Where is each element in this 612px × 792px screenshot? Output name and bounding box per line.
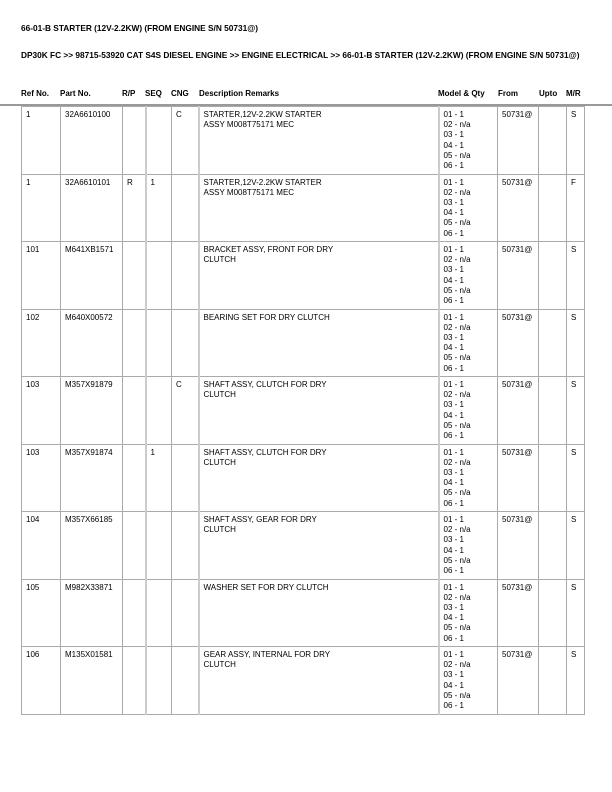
cell-upto bbox=[539, 107, 567, 175]
qty-line: 06 - 1 bbox=[443, 633, 464, 643]
cell-description bbox=[199, 647, 439, 715]
description-line: STARTER,12V-2.2KW STARTER bbox=[203, 110, 322, 119]
cell-seq bbox=[146, 377, 172, 445]
cell-rp bbox=[123, 107, 146, 175]
cell-ref-no: 101 bbox=[22, 242, 61, 310]
description-line: WASHER SET FOR DRY CLUTCH bbox=[203, 582, 329, 592]
cell-rp bbox=[123, 242, 146, 310]
description-line: ASSY M008T75171 MEC bbox=[203, 187, 295, 197]
cell-rp bbox=[123, 512, 146, 580]
cell-seq bbox=[146, 512, 172, 580]
header-mr: M/R bbox=[566, 89, 581, 98]
cell-rp bbox=[123, 377, 146, 445]
cell-description bbox=[199, 579, 439, 647]
cell-upto bbox=[539, 377, 567, 445]
qty-line: 01 - 1 bbox=[443, 312, 464, 322]
cell-from: 50731@ bbox=[498, 579, 539, 647]
cell-model-qty bbox=[439, 579, 498, 647]
cell-from: 50731@ bbox=[498, 174, 539, 242]
qty-line: 05 - n/a bbox=[443, 420, 471, 430]
cell-part-no: 32A6610101 bbox=[61, 174, 123, 242]
description-line: SHAFT ASSY, CLUTCH FOR DRY bbox=[203, 380, 327, 389]
table-row bbox=[22, 107, 585, 175]
cell-description bbox=[199, 377, 439, 445]
parts-table bbox=[21, 106, 585, 715]
header-ref-no: Ref No. bbox=[21, 89, 49, 98]
cell-model-qty bbox=[439, 512, 498, 580]
cell-cng bbox=[172, 512, 199, 580]
cell-mr: S bbox=[567, 444, 585, 512]
qty-line: 05 - n/a bbox=[443, 285, 471, 295]
qty-line: 03 - 1 bbox=[443, 265, 464, 275]
cell-from: 50731@ bbox=[498, 309, 539, 377]
cell-seq bbox=[146, 579, 172, 647]
table-row bbox=[22, 174, 585, 242]
qty-line: 05 - n/a bbox=[443, 690, 471, 700]
cell-seq: 1 bbox=[146, 444, 172, 512]
cell-from: 50731@ bbox=[498, 444, 539, 512]
cell-part-no: M357X91879 bbox=[61, 377, 123, 445]
qty-line: 01 - 1 bbox=[443, 110, 464, 119]
qty-line: 02 - n/a bbox=[443, 390, 471, 400]
qty-line: 04 - 1 bbox=[443, 140, 464, 150]
qty-line: 04 - 1 bbox=[443, 275, 464, 285]
qty-line: 06 - 1 bbox=[443, 363, 464, 373]
cell-seq bbox=[146, 107, 172, 175]
cell-mr: S bbox=[567, 579, 585, 647]
description-line: SHAFT ASSY, GEAR FOR DRY bbox=[203, 515, 317, 524]
qty-line: 01 - 1 bbox=[443, 650, 464, 659]
cell-ref-no: 1 bbox=[22, 107, 61, 175]
qty-line: 04 - 1 bbox=[443, 613, 464, 623]
cell-cng bbox=[172, 309, 199, 377]
cell-from: 50731@ bbox=[498, 377, 539, 445]
qty-line: 05 - n/a bbox=[443, 555, 471, 565]
qty-line: 02 - n/a bbox=[443, 120, 471, 130]
cell-mr: S bbox=[567, 377, 585, 445]
qty-line: 04 - 1 bbox=[443, 208, 464, 218]
qty-line: 03 - 1 bbox=[443, 670, 464, 680]
cell-description bbox=[199, 242, 439, 310]
qty-line: 06 - 1 bbox=[443, 498, 464, 508]
header-from: From bbox=[498, 89, 518, 98]
qty-line: 06 - 1 bbox=[443, 701, 464, 711]
cell-model-qty bbox=[439, 309, 498, 377]
qty-line: 02 - n/a bbox=[443, 592, 471, 602]
cell-rp bbox=[123, 309, 146, 377]
cell-rp bbox=[123, 647, 146, 715]
header-cng: CNG bbox=[171, 89, 189, 98]
cell-mr: S bbox=[567, 242, 585, 310]
description-line: SHAFT ASSY, CLUTCH FOR DRY bbox=[203, 447, 327, 457]
qty-line: 05 - n/a bbox=[443, 353, 471, 363]
cell-from: 50731@ bbox=[498, 512, 539, 580]
qty-line: 04 - 1 bbox=[443, 478, 464, 488]
cell-seq bbox=[146, 242, 172, 310]
qty-line: 03 - 1 bbox=[443, 535, 464, 545]
breadcrumb: DP30K FC >> 98715-53920 CAT S4S DIESEL ENGINE >> ENGINE ELECTRICAL >> 66-01-B STARTER (12V-2.2KW) (FROM ENGINE S/N 50731@) bbox=[21, 50, 580, 60]
description-line: ASSY M008T75171 MEC bbox=[203, 120, 295, 130]
cell-cng bbox=[172, 174, 199, 242]
qty-line: 02 - n/a bbox=[443, 457, 471, 467]
cell-seq bbox=[146, 309, 172, 377]
description-line: CLUTCH bbox=[203, 255, 236, 265]
description-line: BRACKET ASSY, FRONT FOR DRY bbox=[203, 245, 334, 254]
qty-line: 06 - 1 bbox=[443, 228, 464, 238]
cell-from: 50731@ bbox=[498, 647, 539, 715]
cell-mr: S bbox=[567, 512, 585, 580]
header-description: Description Remarks bbox=[199, 89, 280, 98]
cell-ref-no: 103 bbox=[22, 444, 61, 512]
cell-rp bbox=[123, 579, 146, 647]
cell-cng bbox=[172, 242, 199, 310]
cell-cng: C bbox=[172, 107, 199, 175]
qty-line: 05 - n/a bbox=[443, 218, 471, 228]
qty-line: 04 - 1 bbox=[443, 680, 464, 690]
table-row bbox=[22, 377, 585, 445]
cell-ref-no: 104 bbox=[22, 512, 61, 580]
header-seq: SEQ bbox=[145, 89, 162, 98]
description-line: CLUTCH bbox=[203, 525, 236, 535]
qty-line: 05 - n/a bbox=[443, 488, 471, 498]
page-title: 66-01-B STARTER (12V-2.2KW) (FROM ENGINE S/N 50731@) bbox=[21, 23, 259, 33]
qty-line: 01 - 1 bbox=[443, 582, 464, 592]
cell-description bbox=[199, 174, 439, 242]
cell-part-no: M135X01581 bbox=[61, 647, 123, 715]
qty-line: 02 - n/a bbox=[443, 660, 471, 670]
qty-line: 01 - 1 bbox=[443, 447, 464, 457]
qty-line: 06 - 1 bbox=[443, 431, 464, 441]
cell-mr: S bbox=[567, 309, 585, 377]
cell-from: 50731@ bbox=[498, 107, 539, 175]
qty-line: 04 - 1 bbox=[443, 410, 464, 420]
header-model-qty: Model & Qty bbox=[438, 89, 485, 98]
qty-line: 02 - n/a bbox=[443, 322, 471, 332]
cell-mr: F bbox=[567, 174, 585, 242]
cell-part-no: M357X91874 bbox=[61, 444, 123, 512]
description-line: STARTER,12V-2.2KW STARTER bbox=[203, 177, 322, 187]
cell-seq: 1 bbox=[146, 174, 172, 242]
cell-description bbox=[199, 444, 439, 512]
description-line: CLUTCH bbox=[203, 457, 236, 467]
qty-line: 06 - 1 bbox=[443, 296, 464, 306]
cell-cng bbox=[172, 444, 199, 512]
cell-seq bbox=[146, 647, 172, 715]
description-line: BEARING SET FOR DRY CLUTCH bbox=[203, 312, 330, 322]
qty-line: 05 - n/a bbox=[443, 623, 471, 633]
table-row bbox=[22, 444, 585, 512]
qty-line: 05 - n/a bbox=[443, 150, 471, 160]
cell-ref-no: 106 bbox=[22, 647, 61, 715]
header-upto: Upto bbox=[539, 89, 558, 98]
cell-part-no: 32A6610100 bbox=[61, 107, 123, 175]
qty-line: 02 - n/a bbox=[443, 525, 471, 535]
cell-part-no: M357X66185 bbox=[61, 512, 123, 580]
header-rp: R/P bbox=[122, 89, 136, 98]
qty-line: 03 - 1 bbox=[443, 332, 464, 342]
cell-ref-no: 103 bbox=[22, 377, 61, 445]
cell-ref-no: 102 bbox=[22, 309, 61, 377]
cell-model-qty bbox=[439, 647, 498, 715]
cell-mr: S bbox=[567, 647, 585, 715]
cell-model-qty bbox=[439, 377, 498, 445]
cell-part-no: M982X33871 bbox=[61, 579, 123, 647]
cell-part-no: M641XB1571 bbox=[61, 242, 123, 310]
cell-description bbox=[199, 309, 439, 377]
cell-rp bbox=[123, 444, 146, 512]
cell-cng: C bbox=[172, 377, 199, 445]
cell-model-qty bbox=[439, 444, 498, 512]
cell-rp: R bbox=[123, 174, 146, 242]
table-row bbox=[22, 512, 585, 580]
table-row bbox=[22, 579, 585, 647]
qty-line: 06 - 1 bbox=[443, 161, 464, 171]
qty-line: 04 - 1 bbox=[443, 545, 464, 555]
qty-line: 04 - 1 bbox=[443, 343, 464, 353]
qty-line: 01 - 1 bbox=[443, 177, 464, 187]
cell-description bbox=[199, 512, 439, 580]
cell-upto bbox=[539, 242, 567, 310]
cell-upto bbox=[539, 444, 567, 512]
cell-from: 50731@ bbox=[498, 242, 539, 310]
cell-model-qty bbox=[439, 174, 498, 242]
qty-line: 03 - 1 bbox=[443, 467, 464, 477]
qty-line: 06 - 1 bbox=[443, 566, 464, 576]
cell-mr: S bbox=[567, 107, 585, 175]
cell-ref-no: 105 bbox=[22, 579, 61, 647]
cell-part-no: M640X00572 bbox=[61, 309, 123, 377]
cell-model-qty bbox=[439, 242, 498, 310]
cell-upto bbox=[539, 174, 567, 242]
qty-line: 03 - 1 bbox=[443, 130, 464, 140]
cell-upto bbox=[539, 309, 567, 377]
cell-model-qty bbox=[439, 107, 498, 175]
qty-line: 02 - n/a bbox=[443, 187, 471, 197]
qty-line: 01 - 1 bbox=[443, 515, 464, 524]
cell-upto bbox=[539, 647, 567, 715]
qty-line: 03 - 1 bbox=[443, 400, 464, 410]
qty-line: 03 - 1 bbox=[443, 197, 464, 207]
qty-line: 03 - 1 bbox=[443, 602, 464, 612]
description-line: CLUTCH bbox=[203, 660, 236, 670]
cell-cng bbox=[172, 579, 199, 647]
cell-ref-no: 1 bbox=[22, 174, 61, 242]
table-row bbox=[22, 647, 585, 715]
qty-line: 02 - n/a bbox=[443, 255, 471, 265]
table-row bbox=[22, 309, 585, 377]
header-part-no: Part No. bbox=[60, 89, 91, 98]
cell-upto bbox=[539, 579, 567, 647]
qty-line: 01 - 1 bbox=[443, 245, 464, 254]
description-line: GEAR ASSY, INTERNAL FOR DRY bbox=[203, 650, 331, 659]
cell-description bbox=[199, 107, 439, 175]
qty-line: 01 - 1 bbox=[443, 380, 464, 389]
description-line: CLUTCH bbox=[203, 390, 236, 400]
table-row bbox=[22, 242, 585, 310]
cell-upto bbox=[539, 512, 567, 580]
cell-cng bbox=[172, 647, 199, 715]
